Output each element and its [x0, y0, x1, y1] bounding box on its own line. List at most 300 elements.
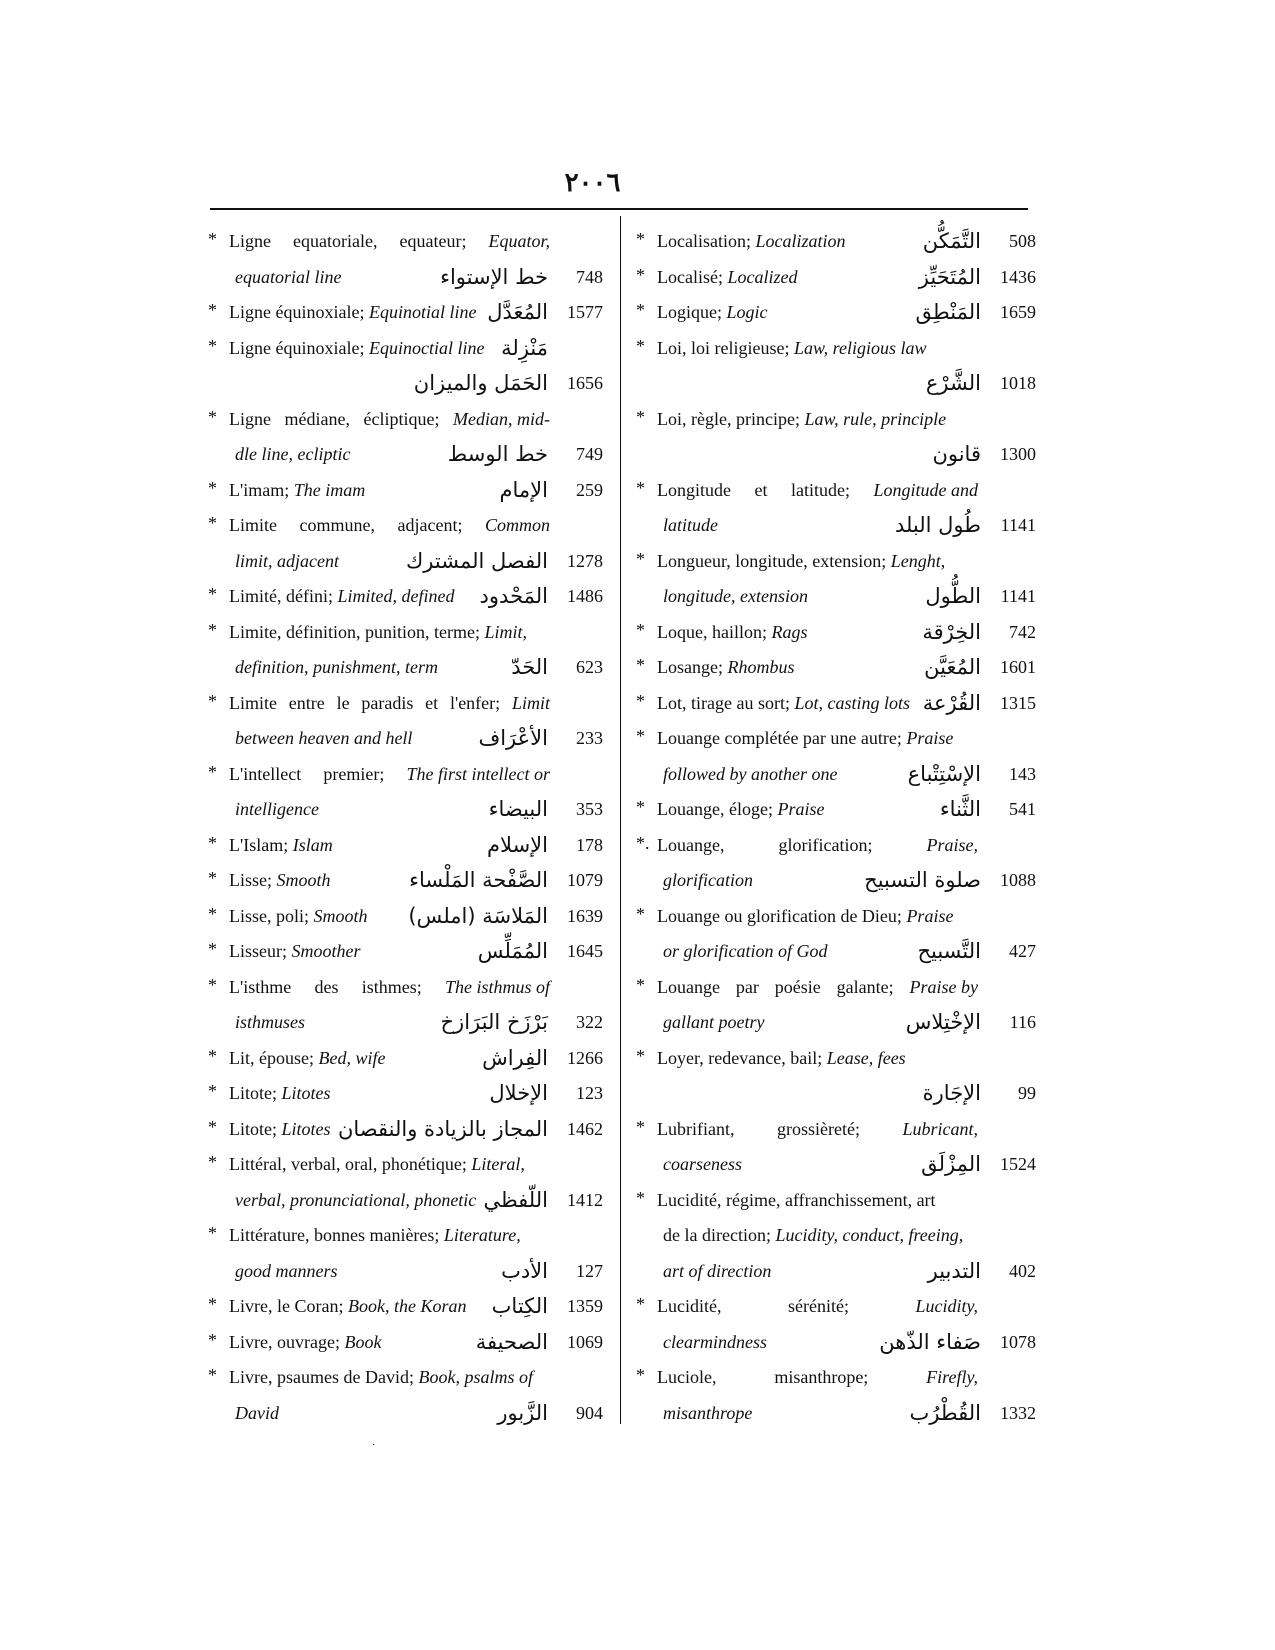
term-word: paradis	[361, 692, 414, 713]
entry-line	[636, 579, 1036, 615]
entry-bullet: *	[636, 335, 645, 356]
entry-bullet: *	[208, 1116, 217, 1137]
entry-term	[229, 757, 550, 793]
entry-term: L'Islam; Islam	[229, 834, 333, 855]
entry-line	[636, 1183, 1036, 1219]
term-translation: good manners	[235, 1260, 338, 1281]
entry-line	[636, 970, 1036, 1006]
entry-bullet: *	[636, 1045, 645, 1066]
entry-number: 353	[576, 799, 603, 819]
entry-term	[229, 224, 550, 260]
term-translation: gallant poetry	[663, 1012, 765, 1032]
entry-number: 904	[576, 1402, 603, 1423]
entry-number: 1266	[567, 1047, 603, 1068]
entry-term: Limité, défini; Limited, defined	[229, 586, 455, 606]
entry-term: Loi, règle, principe; Law, rule, principle	[657, 408, 947, 429]
entry-term: Loyer, redevance, bail; Lease, fees	[657, 1047, 906, 1068]
entry-term: Louange complétée par une autre; Praise	[657, 728, 954, 748]
term-word: et	[425, 692, 439, 713]
entry-line	[636, 260, 1036, 296]
term-translation: Localization	[755, 231, 846, 251]
entry-line	[208, 1147, 608, 1183]
entry-line	[208, 1041, 608, 1077]
entry-line	[208, 295, 608, 331]
arabic-term: صلوة التسبيح	[864, 868, 981, 892]
entry-number: 1656	[567, 373, 603, 393]
entry-line	[208, 508, 608, 544]
arabic-term: البيضاء	[488, 797, 548, 821]
left-column	[208, 224, 608, 1431]
term-translation: Limit,	[484, 621, 527, 642]
entry-bullet: *	[636, 974, 645, 995]
entry-number: 1412	[567, 1189, 603, 1210]
entry-line	[636, 863, 1036, 899]
arabic-term: المجاز بالزيادة والنقصان	[337, 1116, 548, 1141]
arabic-term: الإسْتِتْباع	[907, 761, 981, 786]
term-word: latitude;	[791, 479, 850, 500]
entry-bullet: *	[208, 300, 217, 320]
entry-bullet: *	[636, 1365, 645, 1385]
entry-term: de la direction; Lucidity, conduct, freeing,	[663, 1225, 964, 1245]
term-translation: clearmindness	[663, 1331, 767, 1352]
entry-line	[636, 295, 1036, 331]
entry-continuation	[235, 1183, 476, 1219]
arabic-term: الحَدّ	[511, 655, 548, 679]
arabic-term: الصحيفة	[475, 1329, 548, 1354]
entry-number: 508	[1009, 231, 1036, 251]
entry-number: 1078	[1000, 1331, 1036, 1352]
term-word: sérénité;	[788, 1296, 849, 1316]
entry-line	[208, 792, 608, 828]
entry-term: Losange; Rhombus	[657, 657, 795, 677]
entry-number: 1524	[1000, 1154, 1036, 1174]
entry-line	[636, 331, 1036, 367]
term-translation: intelligence	[235, 799, 319, 819]
entry-line	[636, 1325, 1036, 1361]
term-translation: Lease, fees	[826, 1047, 906, 1068]
entry-line	[208, 331, 608, 367]
arabic-term: الفِراش	[482, 1045, 548, 1070]
arabic-term: الثَّناء	[939, 797, 981, 821]
term-translation: Equinotial line	[368, 302, 477, 322]
entry-term	[657, 828, 978, 864]
entry-bullet: *	[208, 406, 217, 427]
term-translation: Longitude and	[873, 479, 978, 500]
term-word: entre	[288, 692, 325, 713]
term-word: L'intellect	[229, 763, 302, 784]
term-word: Limite	[229, 692, 277, 713]
term-translation: Bed, wife	[318, 1047, 386, 1068]
entry-bullet: *	[636, 726, 645, 746]
entry-bullet: *	[636, 797, 645, 817]
term-translation: Smooth	[313, 905, 368, 926]
term-word: et	[754, 479, 768, 500]
entry-number: 1088	[1000, 870, 1036, 890]
entry-continuation	[663, 863, 753, 899]
entry-line	[208, 686, 608, 722]
entry-bullet: *	[208, 1081, 217, 1101]
term-translation: glorification	[663, 870, 753, 890]
entry-number: 1659	[1000, 302, 1036, 322]
entry-line	[208, 1183, 608, 1219]
entry-line	[208, 1076, 608, 1112]
entry-line	[636, 508, 1036, 544]
term-translation: followed by another one	[663, 763, 838, 784]
term-translation: Logic	[726, 302, 768, 322]
entry-line	[208, 615, 608, 651]
arabic-term: الإخْتِلاس	[905, 1010, 981, 1034]
term-translation: art of direction	[663, 1260, 772, 1281]
entry-continuation	[235, 792, 319, 828]
term-word: misanthrope;	[774, 1367, 869, 1387]
entry-line	[636, 650, 1036, 686]
entry-bullet: *.	[636, 832, 650, 853]
term-translation: equatorial line	[235, 266, 342, 287]
entry-number: 127	[576, 1260, 603, 1281]
entry-line	[208, 899, 608, 935]
entry-bullet: *	[636, 619, 645, 640]
term-word: Longitude	[657, 479, 731, 500]
arabic-term: الإسلام	[487, 832, 548, 857]
entry-term	[229, 508, 550, 544]
entry-line	[208, 1218, 608, 1254]
term-translation: Limited, defined	[337, 586, 455, 606]
header-rule	[210, 208, 1028, 210]
term-translation: Firefly,	[926, 1367, 978, 1387]
entry-term: Limite, définition, punition, terme; Limit,	[229, 621, 527, 642]
arabic-term: الزَّبور	[497, 1400, 548, 1425]
term-translation: Literature,	[443, 1225, 521, 1245]
entry-number: 1315	[1000, 692, 1036, 713]
arabic-term: الأدب	[501, 1258, 548, 1283]
arabic-term: الإخلال	[489, 1081, 548, 1105]
entry-line	[208, 260, 608, 296]
term-translation: Median, mid-	[453, 408, 550, 429]
term-word: des	[314, 976, 339, 997]
term-translation: Litotes	[281, 1118, 331, 1139]
entry-number: 322	[576, 1012, 603, 1032]
entry-number: 1601	[1000, 657, 1036, 677]
entry-term: Littérature, bonnes manières; Literature,	[229, 1225, 521, 1245]
entry-bullet: *	[208, 477, 217, 498]
term-word: par	[735, 976, 759, 997]
entry-term: Lit, épouse; Bed, wife	[229, 1047, 386, 1068]
entry-term: Loi, loi religieuse; Law, religious law	[657, 337, 927, 358]
entry-term: Lot, tirage au sort; Lot, casting lots	[657, 692, 910, 713]
term-word: galante;	[836, 976, 894, 997]
entry-continuation	[235, 1396, 279, 1432]
entry-line	[208, 934, 608, 970]
term-translation: Literal,	[471, 1154, 525, 1174]
entry-term: Littéral, verbal, oral, phonétique; Literal,	[229, 1154, 525, 1174]
entry-term: L'imam; The imam	[229, 479, 366, 500]
entry-bullet: *	[208, 868, 217, 888]
entry-number: 1332	[1000, 1402, 1036, 1423]
term-translation: The isthmus of	[444, 976, 550, 997]
entry-number: 1300	[1000, 444, 1036, 464]
entry-line	[208, 1289, 608, 1325]
column-divider	[620, 216, 621, 1424]
arabic-term: المَنْطِق	[915, 300, 981, 324]
entry-line	[208, 437, 608, 473]
term-translation: Praise,	[926, 834, 978, 855]
term-word: adjacent;	[397, 515, 463, 535]
entry-line	[208, 863, 608, 899]
entry-line	[636, 437, 1036, 473]
arabic-term: الأعْرَاف	[478, 726, 548, 750]
arabic-term: الإجَارة	[922, 1081, 981, 1105]
entry-bullet: *	[208, 1045, 217, 1066]
entry-line	[636, 1005, 1036, 1041]
term-word: Ligne	[229, 231, 271, 251]
entry-number: 1462	[567, 1118, 603, 1139]
entry-line	[208, 1396, 608, 1432]
entry-continuation	[663, 508, 718, 544]
term-translation: definition, punishment, term	[235, 657, 438, 677]
term-translation: Limit	[511, 692, 550, 713]
arabic-term: الإمام	[499, 477, 548, 502]
term-translation: Smoother	[291, 941, 361, 961]
entry-continuation	[235, 1005, 305, 1041]
arabic-term: بَرْزَخ البَرَازخ	[440, 1010, 548, 1034]
term-translation: misanthrope	[663, 1402, 753, 1423]
term-word: grossièreté;	[777, 1118, 860, 1139]
right-column	[636, 224, 1036, 1431]
entry-term: Lisse, poli; Smooth	[229, 905, 368, 926]
term-translation: isthmuses	[235, 1012, 306, 1032]
arabic-term: المِزْلَق	[921, 1152, 981, 1176]
arabic-term: المُتَحَيِّز	[918, 264, 981, 289]
entry-line	[208, 650, 608, 686]
entry-line	[208, 579, 608, 615]
term-translation: Common	[484, 515, 550, 535]
entry-line	[636, 721, 1036, 757]
entry-line	[208, 473, 608, 509]
entry-number: 1141	[1000, 515, 1036, 535]
term-translation: limit, adjacent	[235, 550, 339, 571]
term-translation: verbal, pronunciational, phonetic	[235, 1189, 477, 1210]
arabic-term: المُمَلِّس	[477, 939, 548, 963]
term-translation: Lot, casting lots	[794, 692, 910, 713]
entry-term: Livre, le Coran; Book, the Koran	[229, 1296, 467, 1316]
entry-line	[636, 1147, 1036, 1183]
entry-bullet: *	[636, 264, 645, 285]
entry-term	[657, 1289, 978, 1325]
term-word: écliptique;	[363, 408, 440, 429]
entry-number: 116	[1009, 1012, 1036, 1032]
term-translation: Praise	[906, 905, 954, 926]
entry-bullet: *	[636, 1294, 645, 1314]
entry-term	[657, 970, 978, 1006]
arabic-term: قانون	[932, 442, 981, 466]
entry-number: 99	[1018, 1083, 1036, 1103]
term-translation: Rhombus	[727, 657, 795, 677]
entry-term: Ligne équinoxiale; Equinotial line	[229, 302, 477, 322]
entry-bullet: *	[636, 300, 645, 320]
entry-term: Litote; Litotes	[229, 1083, 331, 1103]
entry-number: 402	[1009, 1260, 1036, 1281]
arabic-term: المُعَيَّن	[924, 655, 981, 679]
entry-line	[208, 1005, 608, 1041]
arabic-term: خط الوسط	[447, 442, 548, 466]
entry-continuation	[235, 721, 412, 757]
entry-number: 1069	[567, 1331, 603, 1352]
entry-bullet: *	[208, 584, 217, 604]
arabic-term: المَلاسَة (املس)	[408, 903, 548, 928]
entry-bullet: *	[208, 761, 217, 782]
arabic-term: الشَّرْع	[925, 371, 981, 395]
entry-line	[636, 366, 1036, 402]
entry-number: 1436	[1000, 266, 1036, 287]
entry-line	[208, 1254, 608, 1290]
entry-number: 1639	[567, 905, 603, 926]
arabic-term: خط الإستواء	[440, 264, 548, 289]
entry-line	[636, 1076, 1036, 1112]
entry-bullet: *	[208, 832, 217, 853]
term-translation: Book	[344, 1331, 382, 1352]
term-word: poésie	[774, 976, 821, 997]
term-word: premier;	[323, 763, 385, 784]
entry-line	[208, 828, 608, 864]
entry-number: 1079	[567, 870, 603, 890]
entry-term: Louange, éloge; Praise	[657, 799, 825, 819]
arabic-term: القُرْعة	[922, 690, 981, 715]
entry-number: 541	[1009, 799, 1036, 819]
entry-bullet: *	[208, 1152, 217, 1172]
entry-number: 1141	[1000, 586, 1036, 606]
entry-bullet: *	[636, 903, 645, 924]
entry-line	[636, 686, 1036, 722]
term-translation: The imam	[293, 479, 366, 500]
entry-continuation	[663, 757, 837, 793]
entry-line	[636, 1254, 1036, 1290]
entry-term: Lisse; Smooth	[229, 870, 331, 890]
entry-term	[657, 473, 978, 509]
entry-line	[208, 224, 608, 260]
entry-term: Livre, psaumes de David; Book, psalms of	[229, 1367, 533, 1387]
entry-term	[657, 1112, 978, 1148]
term-word: médiane,	[284, 408, 350, 429]
entry-term: Longueur, longitude, extension; Lenght,	[657, 550, 946, 571]
arabic-term: الكِتاب	[491, 1294, 548, 1318]
entry-line	[208, 757, 608, 793]
term-translation: Lubricant,	[902, 1118, 978, 1139]
entry-line	[208, 544, 608, 580]
entry-line	[636, 792, 1036, 828]
entry-line	[636, 1218, 1036, 1254]
term-translation: Law, rule, principle	[804, 408, 947, 429]
entry-bullet: *	[636, 229, 645, 249]
entry-number: 259	[576, 479, 603, 500]
entry-number: 143	[1009, 763, 1036, 784]
entry-term	[229, 970, 550, 1006]
entry-continuation	[663, 1396, 752, 1432]
term-translation: Lucidity,	[915, 1296, 978, 1316]
term-word: l'enfer;	[449, 692, 501, 713]
entry-bullet: *	[208, 690, 217, 711]
term-translation: Praise	[777, 799, 825, 819]
entry-term	[229, 686, 550, 722]
footer-tick: ·	[372, 1440, 376, 1451]
entry-continuation	[663, 579, 808, 615]
page-number: ٢٠٠٦	[564, 168, 621, 197]
term-translation: Smooth	[276, 870, 331, 890]
term-translation: latitude	[663, 515, 718, 535]
entry-continuation	[235, 1254, 338, 1290]
term-translation: dle line, ecliptic	[235, 444, 351, 464]
term-word: le	[336, 692, 350, 713]
term-translation: Lucidity, conduct, freeing,	[775, 1225, 964, 1245]
entry-line	[208, 1325, 608, 1361]
entry-line	[208, 970, 608, 1006]
entry-continuation	[235, 437, 350, 473]
term-translation: Litotes	[281, 1083, 331, 1103]
entry-line	[208, 1112, 608, 1148]
term-word: Ligne	[229, 408, 271, 429]
term-word: isthmes;	[361, 976, 422, 997]
term-word: L'isthme	[229, 976, 292, 997]
entry-number: 1645	[567, 941, 603, 961]
entry-line	[208, 721, 608, 757]
entry-number: 1577	[567, 302, 603, 322]
term-word: Louange	[657, 976, 720, 997]
entry-number: 233	[576, 728, 603, 748]
term-translation: between heaven and hell	[235, 728, 413, 748]
entry-bullet: *	[208, 903, 217, 924]
entry-continuation	[235, 544, 339, 580]
entry-number: 623	[576, 657, 603, 677]
entry-number: 427	[1009, 941, 1036, 961]
arabic-term: التَّسبيح	[917, 939, 981, 963]
entry-term	[657, 1360, 978, 1396]
entry-bullet: *	[636, 655, 645, 675]
entry-number: 742	[1009, 621, 1036, 642]
entry-bullet: *	[208, 513, 217, 533]
entry-continuation	[235, 260, 342, 296]
term-translation: Rags	[771, 621, 808, 642]
entry-line	[636, 1360, 1036, 1396]
entry-line	[636, 615, 1036, 651]
entry-bullet: *	[208, 335, 217, 356]
term-word: Limite	[229, 515, 277, 535]
term-translation: Praise	[906, 728, 954, 748]
arabic-term: صَفاء الذّهن	[879, 1329, 981, 1354]
entry-bullet: *	[208, 939, 217, 959]
entry-line	[636, 757, 1036, 793]
arabic-term: مَنْزِلة	[501, 335, 548, 360]
arabic-term: اللّفظي	[483, 1187, 548, 1212]
entry-line	[636, 899, 1036, 935]
entry-term: Logique; Logic	[657, 302, 768, 322]
entry-line	[636, 473, 1036, 509]
entry-number: 749	[576, 444, 603, 464]
term-word: equateur;	[399, 231, 467, 251]
arabic-term: القُطْرُب	[909, 1400, 981, 1425]
entry-term: Lisseur; Smoother	[229, 941, 361, 961]
entry-bullet: *	[636, 477, 645, 498]
entry-number: 123	[576, 1083, 603, 1103]
entry-term: Localisé; Localized	[657, 266, 798, 287]
term-translation: longitude, extension	[663, 586, 808, 606]
entry-number: 1486	[567, 586, 603, 606]
entry-bullet: *	[208, 229, 217, 249]
entry-term: Louange ou glorification de Dieu; Praise	[657, 905, 954, 926]
term-translation: coarseness	[663, 1154, 742, 1174]
entry-term: Localisation; Localization	[657, 231, 846, 251]
entry-number: 1278	[567, 550, 603, 571]
entry-term: Livre, ouvrage; Book	[229, 1331, 382, 1352]
arabic-term: التَّمَكُّن	[922, 229, 981, 253]
